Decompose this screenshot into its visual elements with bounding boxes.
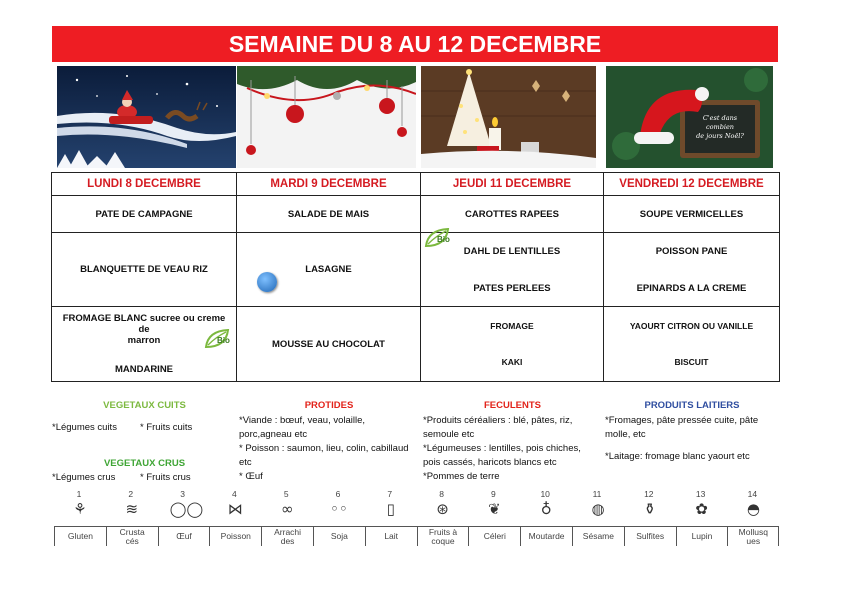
plat-vendredi: POISSON PANE EPINARDS A LA CREME <box>604 233 780 307</box>
dessert-lundi: FROMAGE BLANC sucree ou creme de marron MANDARINE <box>52 307 237 382</box>
legend-vegetaux-crus-title: VEGETAUX CRUS <box>103 458 186 469</box>
nut-icon: ⊛ <box>436 500 449 518</box>
garland-illustration <box>237 66 416 168</box>
shrimp-icon: ≋ <box>125 500 139 518</box>
allergen-number: 3 <box>180 489 185 499</box>
legend-vegetaux-crus-item: *Légumes crus <box>52 472 116 483</box>
allergen-label: Lupin <box>676 526 728 546</box>
sesame-icon: ◍ <box>591 500 605 518</box>
allergen-label: Mollusq ues <box>727 526 779 546</box>
allergen-number: 9 <box>491 489 496 499</box>
allergen-number: 14 <box>747 489 758 499</box>
allergen-label: Céleri <box>468 526 520 546</box>
legend-protides-text: *Viande : bœuf, veau, volaille, porc,agneau etc * Poisson : saumon, lieu, colin, cabillaud etc * Œuf <box>239 415 409 482</box>
allergen-number: 13 <box>695 489 706 499</box>
allergen-label: Crusta cés <box>106 526 158 546</box>
egg-icon: ◯◯ <box>169 500 204 518</box>
plat-mardi: LASAGNE <box>237 233 421 307</box>
lupin-icon: ✿ <box>695 500 708 518</box>
santa-sleigh-illustration <box>57 66 236 168</box>
legend-vegetaux-crus-item: * Fruits crus <box>140 472 191 483</box>
mustard-icon: ♁ <box>540 500 552 518</box>
allergen-label: Sulfites <box>624 526 676 546</box>
allergen-label: Fruits à coque <box>417 526 469 546</box>
allergen-label: Soja <box>313 526 365 546</box>
legend-vegetaux-cuits-item: *Légumes cuits <box>52 422 117 433</box>
allergen-label: Lait <box>365 526 417 546</box>
entree-lundi: PATE DE CAMPAGNE <box>52 196 237 233</box>
tree-candle-illustration <box>421 66 596 168</box>
dessert-mardi: MOUSSE AU CHOCOLAT <box>237 307 421 382</box>
legend-laitiers-text: *Fromages, pâte pressée cuite, pâte molle, etc *Laitage: fromage blanc yaourt etc <box>605 415 759 462</box>
allergen-number: 10 <box>540 489 550 499</box>
allergen-number: 5 <box>283 489 289 499</box>
legend-feculents-text: *Produits céréaliers : blé, pâtes, riz, semoule etc *Légumeuses : lentilles, pois chiches, pois cassés, haricots blancs etc *Pommes de terre <box>423 415 581 482</box>
dessert-jeudi: FROMAGE KAKI <box>421 307 604 382</box>
allergen-label: Poisson <box>209 526 261 546</box>
entree-jeudi: CAROTTES RAPEES <box>421 196 604 233</box>
allergen-number: 7 <box>387 489 393 499</box>
allergen-strip <box>54 489 780 549</box>
mollusc-icon: ◓ <box>746 500 760 518</box>
milk-icon: ▯ <box>386 500 395 518</box>
day-header-jeudi: JEUDI 11 DECEMBRE <box>421 173 604 196</box>
allergen-number: 12 <box>644 489 654 499</box>
allergen-label: Moutarde <box>520 526 572 546</box>
wheat-icon: ⚘ <box>73 500 87 518</box>
page-title: SEMAINE DU 8 AU 12 DECEMBRE <box>52 26 778 62</box>
allergen-number: 2 <box>128 489 134 499</box>
chalkboard-text: C'est dans combien de jours Noël? <box>696 114 744 140</box>
fish-icon: ⋈ <box>227 500 243 518</box>
allergen-number: 8 <box>439 489 444 499</box>
dessert-vendredi: YAOURT CITRON OU VANILLE BISCUIT <box>604 307 780 382</box>
legend-vegetaux-cuits-title: VEGETAUX CUITS <box>103 400 186 411</box>
bio-badge-icon <box>204 327 232 356</box>
legend-feculents-title: FECULENTS <box>484 400 541 411</box>
label-logo-icon <box>257 272 277 292</box>
plat-lundi: BLANQUETTE DE VEAU RIZ <box>52 233 237 307</box>
plat-jeudi: DAHL DE LENTILLES PATES PERLEES <box>421 233 604 307</box>
svg-text:Bio: Bio <box>217 336 230 345</box>
legend-laitiers-title: PRODUITS LAITIERS <box>644 400 740 411</box>
celery-icon: ❦ <box>488 500 501 518</box>
allergen-label: Arrachi des <box>261 526 313 546</box>
bio-badge-icon <box>424 226 452 255</box>
allergen-number: 11 <box>592 489 602 499</box>
legend-vegetaux-cuits-item: * Fruits cuits <box>140 422 193 433</box>
entree-vendredi: SOUPE VERMICELLES <box>604 196 780 233</box>
allergen-label: Sésame <box>572 526 624 546</box>
entree-mardi: SALADE DE MAIS <box>237 196 421 233</box>
allergen-number: 4 <box>232 489 237 499</box>
sulfite-icon: ⚱ <box>643 500 657 518</box>
allergen-label: Gluten <box>54 526 106 546</box>
chalkboard-illustration <box>606 66 773 168</box>
peanut-icon: ∞ <box>280 500 294 518</box>
day-header-mardi: MARDI 9 DECEMBRE <box>237 173 421 196</box>
svg-text:Bio: Bio <box>437 235 450 244</box>
allergen-number: 1 <box>76 489 82 499</box>
soy-icon: ◦◦ <box>330 500 348 518</box>
legend-protides-title: PROTIDES <box>304 400 354 411</box>
allergen-number: 6 <box>335 489 341 499</box>
allergen-label: Œuf <box>158 526 210 546</box>
menu-table <box>51 172 780 382</box>
day-header-lundi: LUNDI 8 DECEMBRE <box>52 173 237 196</box>
day-header-vendredi: VENDREDI 12 DECEMBRE <box>604 173 780 196</box>
